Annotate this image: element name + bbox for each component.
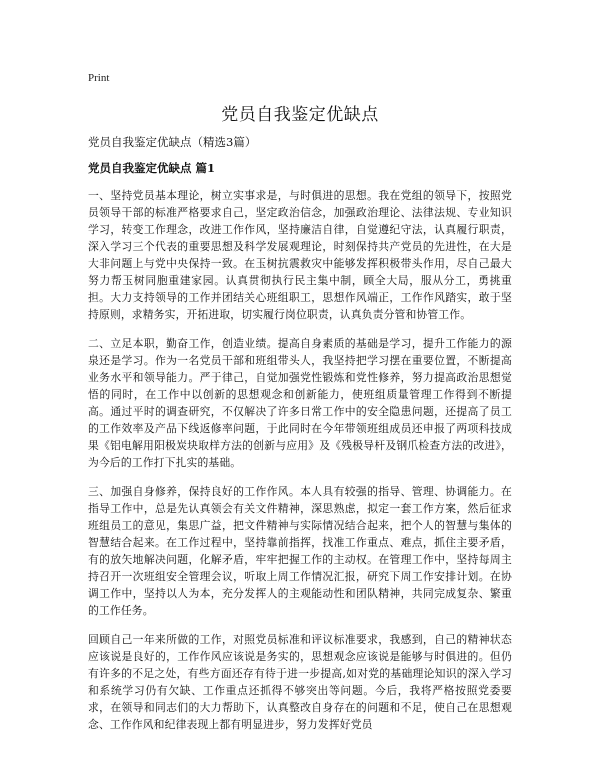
- print-link[interactable]: Print: [88, 72, 110, 84]
- paragraph-1: 一、坚持党员基本理论，树立实事求是，与时俱进的思想。我在党组的领导下，按照党员领导干部的标准严格要求自己，坚定政治信念，加强政治理论、法律法规、专业知识学习，转变工作理念，改进工作作风，坚持廉洁自律，自觉遵纪守法，认真履行职责，深入学习三个代表的重要思想及科学发展观理论，时刻保持共产党员的先进性，在大是大非问题上与党中央保持一致。在玉树抗震救灾中能够发挥积极带头作用，尽自己最大努力帮玉树同胞重建家园。认真贯彻执行民主集中制，顾全大局，服从分工，勇挑重担。大力支持领导的工作并团结关心班组职工，思想作风端正，工作作风踏实，敢于坚持原则，求精务实，开拓进取，切实履行岗位职责，认真负责分管和协管工作。: [88, 189, 512, 321]
- paragraph-2: 二、立足本职，勤奋工作，创造业绩。提高自身素质的基础是学习，提升工作能力的源泉还是学习。作为一名党员干部和班组带头人，我坚持把学习摆在重要位置，不断提高业务水平和领导能力。严于律己，自觉加强党性锻炼和党性修养，努力提高政治思想觉悟的同时，在工作中以创新的思想观念和创新能力，使班组质量管理工作得到不断提高。通过平时的调查研究，不仅解决了许多日常工作中的安全隐患问题，还提高了员工的工作效率及产品下线返修率问题，于此同时在今年带领班组成员还申报了两项科技成果《铝电解用阳极炭块取样方法的创新与应用》及《残极导杆及钢爪检查方法的改进》，为今后的工作打下扎实的基础。: [88, 337, 512, 469]
- paragraph-4: 回顾自己一年来所做的工作，对照党员标准和评议标准要求，我感到，自己的精神状态应该说是良好的，工作作风应该说是务实的，思想观念应该说是能够与时俱进的。但仍有许多的不足之处，有些方面还存有待于进一步提高,如对党的基础理论知识的深入学习和系统学习仍有欠缺、工作重点还抓得不够突出等问题。今后，我将严格按照党委要求，在领导和同志们的大力帮助下，认真整改自身存在的问题和不足，使自己在思想观念、工作作风和纪律表现上都有明显进步，努力发挥好党员: [88, 633, 512, 731]
- paragraph-3: 三、加强自身修养，保持良好的工作作风。本人具有较强的指导、管理、协调能力。在指导工作中，总是先认真领会有关文件精神，深思熟虑，拟定一套工作方案，然后征求班组员工的意见，集思广益，把文件精神与实际情况结合起来，把个人的智慧与集体的智慧结合起来。在工作过程中，坚持靠前指挥，找准工作重点、难点，抓住主要矛盾，有的放矢地解决问题，化解矛盾，牢牢把握工作的主动权。在管理工作中，坚持每周主持召开一次班组安全管理会议，听取上周工作情况汇报，研究下周工作安排计划。在协调工作中，坚持以人为本，充分发挥人的主观能动性和团队精神，共同完成复杂、繁重的工作任务。: [88, 485, 512, 617]
- section-heading: 党员自我鉴定优缺点 篇1: [88, 161, 216, 175]
- document-subtitle: 党员自我鉴定优缺点（精选3篇）: [88, 135, 257, 149]
- page-title: 党员自我鉴定优缺点: [221, 105, 379, 125]
- document-body: [88, 187, 512, 745]
